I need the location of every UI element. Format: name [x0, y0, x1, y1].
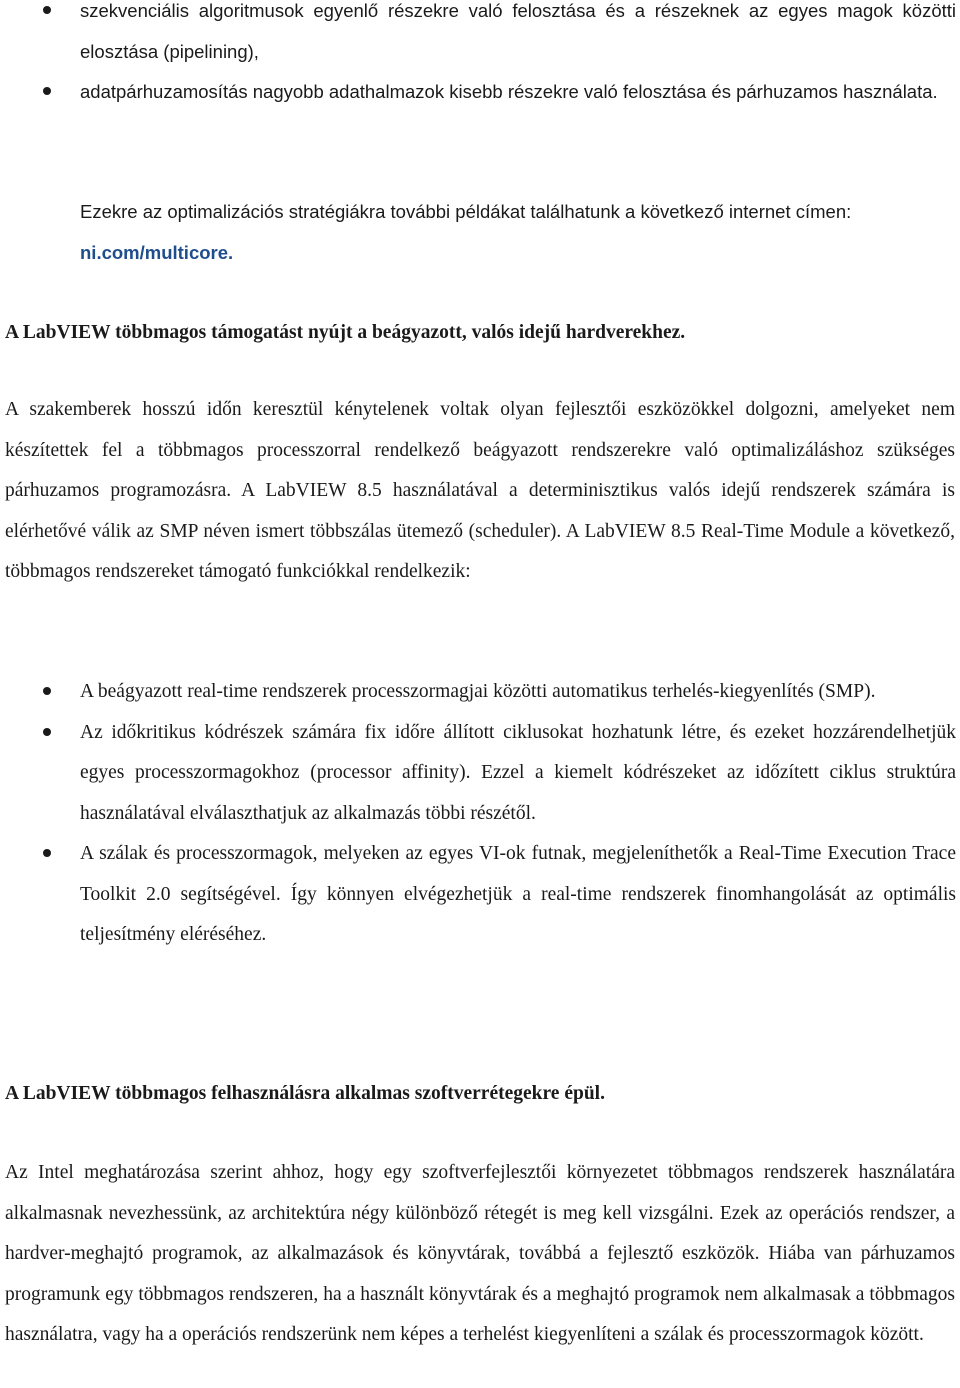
bullet-icon — [43, 728, 51, 736]
list-item-text: szekvenciális algoritmusok egyenlő részekre való felosztása és a részeknek az egyes magok közötti elosztása (pipelining), — [80, 0, 956, 62]
list-item-text: A szálak és processzormagok, melyeken az egyes VI-ok futnak, megjeleníthetők a Real-Time Execution Trace Toolkit 2.0 segítségével. Így könnyen elvégezhetjük a real-time rendszerek finomhangolását az optimális teljesítmény eléréséhez. — [80, 843, 956, 945]
section-heading-embedded: A LabVIEW többmagos támogatást nyújt a beágyazott, valós idejű hardverekhez. — [5, 322, 686, 343]
bullet-icon — [43, 849, 51, 857]
list-item-text: adatpárhuzamosítás nagyobb adathalmazok kisebb részekre való felosztása és párhuzamos használata. — [80, 81, 938, 102]
multicore-link[interactable]: ni.com/multicore. — [80, 241, 234, 263]
reference-text: Ezekre az optimalizációs stratégiákra további példákat találhatunk a következő internet címen: — [80, 201, 852, 222]
reference-paragraph — [80, 192, 956, 273]
section-paragraph-embedded: A szakemberek hosszú időn keresztül kénytelenek voltak olyan fejlesztői eszközökkel dolgozni, amelyeket nem készítettek fel a többmagos processzorral rendelkező beágyazott rendszerekre való optimalizáláshoz szükséges párhuzamos programozásra. A LabVIEW 8.5 használatával a determinisztikus valós idejű rendszerek számára is elérhetővé válik az SMP néven ismert többszálas ütemező (scheduler). A LabVIEW 8.5 Real-Time Module a következő, többmagos rendszereket támogató funkciókkal rendelkezik: — [5, 399, 955, 582]
section-paragraph-layers: Az Intel meghatározása szerint ahhoz, hogy egy szoftverfejlesztői környezetet többmagos rendszerek használatára alkalmasnak nevezhessünk, az architektúra négy különböző rétegét is meg kell vizsgálni. Ezek az operációs rendszer, a hardver-meghajtó programok, az alkalmazások és könyvtárak, továbbá a fejlesztő eszközök. Hiába van párhuzamos programunk egy többmagos rendszeren, ha a használt könyvtárak és a meghajtó programok nem alkalmasak a többmagos használatra, vagy ha a operációs rendszerünk nem képes a terhelést kiegyenlíteni a szálak és processzormagok között. — [5, 1162, 955, 1345]
list-item — [0, 72, 960, 113]
section-heading-layers: A LabVIEW többmagos felhasználásra alkalmas szoftverrétegekre épül. — [5, 1083, 605, 1104]
list-item — [0, 0, 960, 72]
list-item-text: A beágyazott real-time rendszerek processzormagjai közötti automatikus terhelés-kiegyenlítés (SMP). — [80, 681, 876, 702]
bullet-icon — [43, 687, 51, 695]
list-item — [0, 713, 960, 835]
strategy-bullet-list — [0, 0, 960, 113]
bullet-icon — [43, 6, 51, 14]
bullet-icon — [43, 87, 51, 95]
list-item — [0, 672, 960, 713]
list-item-text: Az időkritikus kódrészek számára fix időre állított ciklusokat hozhatunk létre, és ezeket hozzárendelhetjük egyes processzormagokhoz (processor affinity). Ezzel a kiemelt kódrészeket az időzített ciklus struktúra használatával elválaszthatjuk az alkalmazás többi részétől. — [80, 721, 956, 824]
list-item — [0, 834, 960, 956]
realtime-feature-list — [0, 672, 960, 956]
